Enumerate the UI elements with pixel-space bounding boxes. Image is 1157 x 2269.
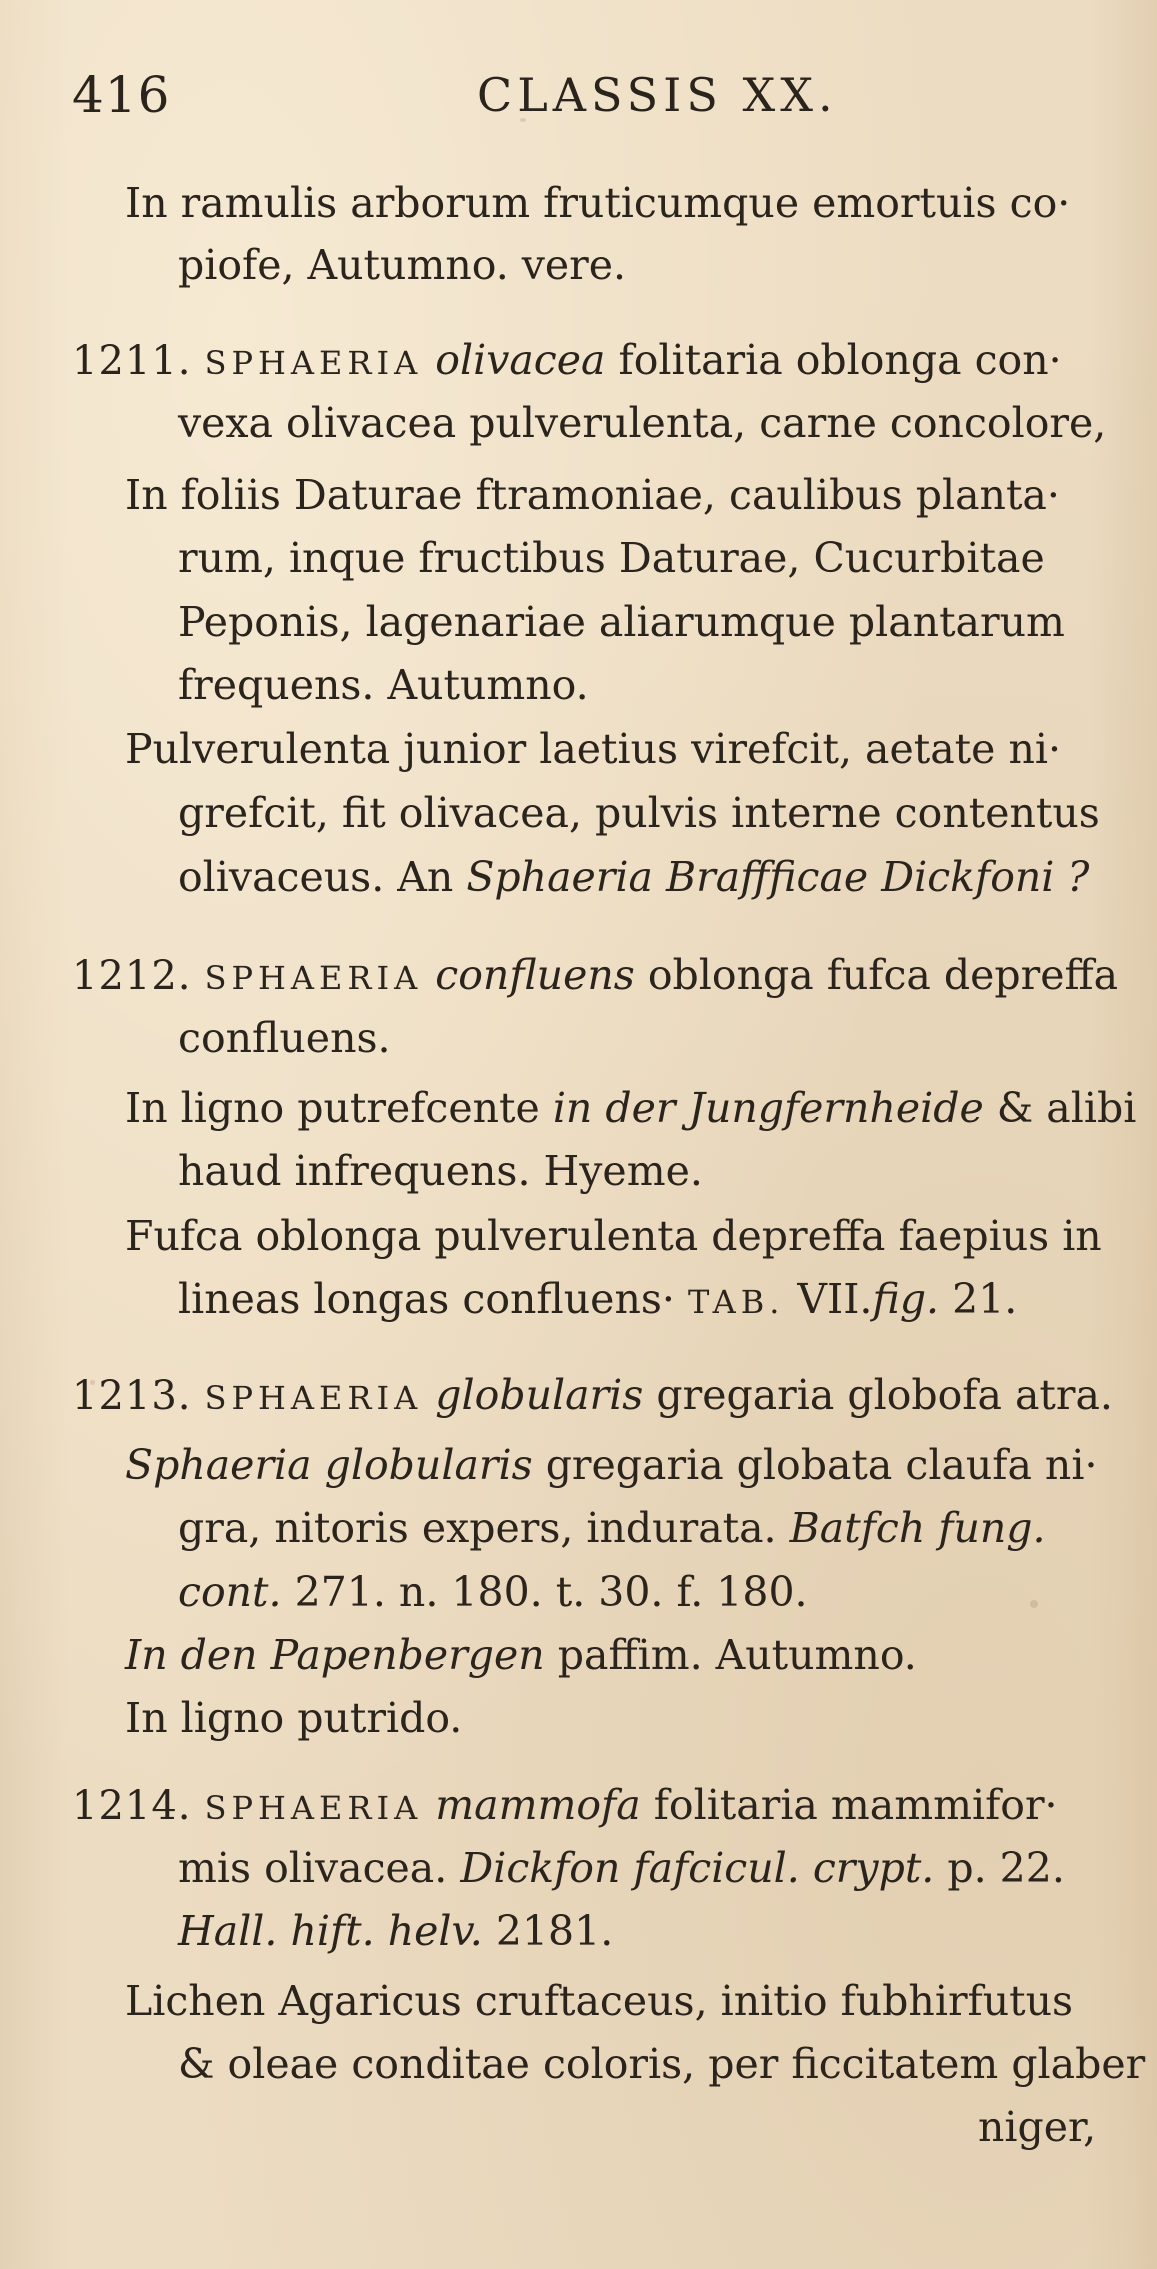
text-line: Pulverulenta junior laetius virefcit, aetate ni·: [125, 725, 1061, 773]
page-header: [72, 66, 1092, 136]
text-line: In ligno putrido.: [125, 1694, 463, 1742]
synonym-name: Sphaeria globularis: [125, 1441, 533, 1489]
entry-number: 1211.: [72, 338, 192, 384]
text-line: In ligno putrefcente in der Jungfernheide & alibi: [125, 1084, 1137, 1132]
citation: Dickfon fafcicul. crypt.: [460, 1844, 935, 1892]
genus-name: SPHAERIA: [204, 1379, 423, 1417]
text-line: cont. 271. n. 180. t. 30. f. 180.: [178, 1568, 808, 1616]
text-line: vexa olivacea pulverulenta, carne concolore,: [178, 399, 1107, 447]
entry-1212-heading: 1212. SPHAERIA confluens oblonga fufca depreffa: [72, 951, 1119, 999]
text-line: lineas longas confluens· TAB. VII.fig. 21.: [178, 1275, 1018, 1323]
species-name: globularis: [435, 1371, 644, 1419]
text-line: Peponis, lagenariae aliarumque plantarum: [178, 598, 1065, 646]
entry-number: 1213.: [72, 1373, 192, 1419]
genus-name: SPHAERIA: [204, 959, 423, 997]
text-line: frequens. Autumno.: [178, 661, 589, 709]
genus-name: SPHAERIA: [204, 344, 423, 382]
text-line: mis olivacea. Dickfon fafcicul. crypt. p. 22.: [178, 1844, 1065, 1892]
entry-1214-heading: 1214. SPHAERIA mammofa folitaria mammifor·: [72, 1781, 1058, 1829]
genus-name: SPHAERIA: [204, 1789, 423, 1827]
paper-speck: [1030, 1600, 1038, 1608]
text-line: & oleae conditae coloris, per ficcitatem glaber: [178, 2040, 1146, 2088]
entry-number: 1212.: [72, 953, 192, 999]
entry-1211-heading: 1211. SPHAERIA olivacea folitaria oblonga con·: [72, 336, 1062, 384]
text-line: In ramulis arborum fruticumque emortuis co·: [125, 179, 1071, 227]
cross-reference: Sphaeria Braffficae Dickfoni ?: [466, 853, 1090, 901]
text-line: Fufca oblonga pulverulenta depreffa faepius in: [125, 1212, 1102, 1260]
locality-name: in der Jungfernheide: [552, 1084, 984, 1132]
text-line: Lichen Agaricus cruftaceus, initio fubhirfutus: [125, 1977, 1074, 2025]
citation: Hall. hift. helv.: [178, 1907, 483, 1955]
text-line: grefcit, fit olivacea, pulvis interne contentus: [178, 789, 1100, 837]
text-line: In foliis Daturae ftramoniae, caulibus planta·: [125, 471, 1060, 519]
entry-1213-heading: 1213. SPHAERIA globularis gregaria globofa atra.: [72, 1371, 1113, 1419]
text-line: gra, nitoris expers, indurata. Batfch fung.: [178, 1504, 1046, 1552]
text-line: olivaceus. An Sphaeria Braffficae Dickfoni ?: [178, 853, 1090, 901]
entry-number: 1214.: [72, 1783, 192, 1829]
citation: Batfch fung.: [789, 1504, 1046, 1552]
text-line: Hall. hift. helv. 2181.: [178, 1907, 614, 1955]
text-line: confluens.: [178, 1014, 391, 1062]
text-line: In den Papenbergen paffim. Autumno.: [125, 1631, 917, 1679]
locality-name: In den Papenbergen: [125, 1631, 545, 1679]
text-line: Sphaeria globularis gregaria globata claufa ni·: [125, 1441, 1098, 1489]
text-line: rum, inque fructibus Daturae, Cucurbitae: [178, 534, 1045, 582]
text-line: piofe, Autumno. vere.: [178, 241, 627, 289]
running-head: CLASSIS XX.: [477, 68, 838, 122]
species-name: confluens: [435, 951, 635, 999]
species-name: olivacea: [435, 336, 606, 384]
species-name: mammofa: [435, 1781, 641, 1829]
catchword: niger,: [978, 2103, 1097, 2151]
text-line: haud infrequens. Hyeme.: [178, 1147, 703, 1195]
page-number: 416: [72, 66, 171, 124]
